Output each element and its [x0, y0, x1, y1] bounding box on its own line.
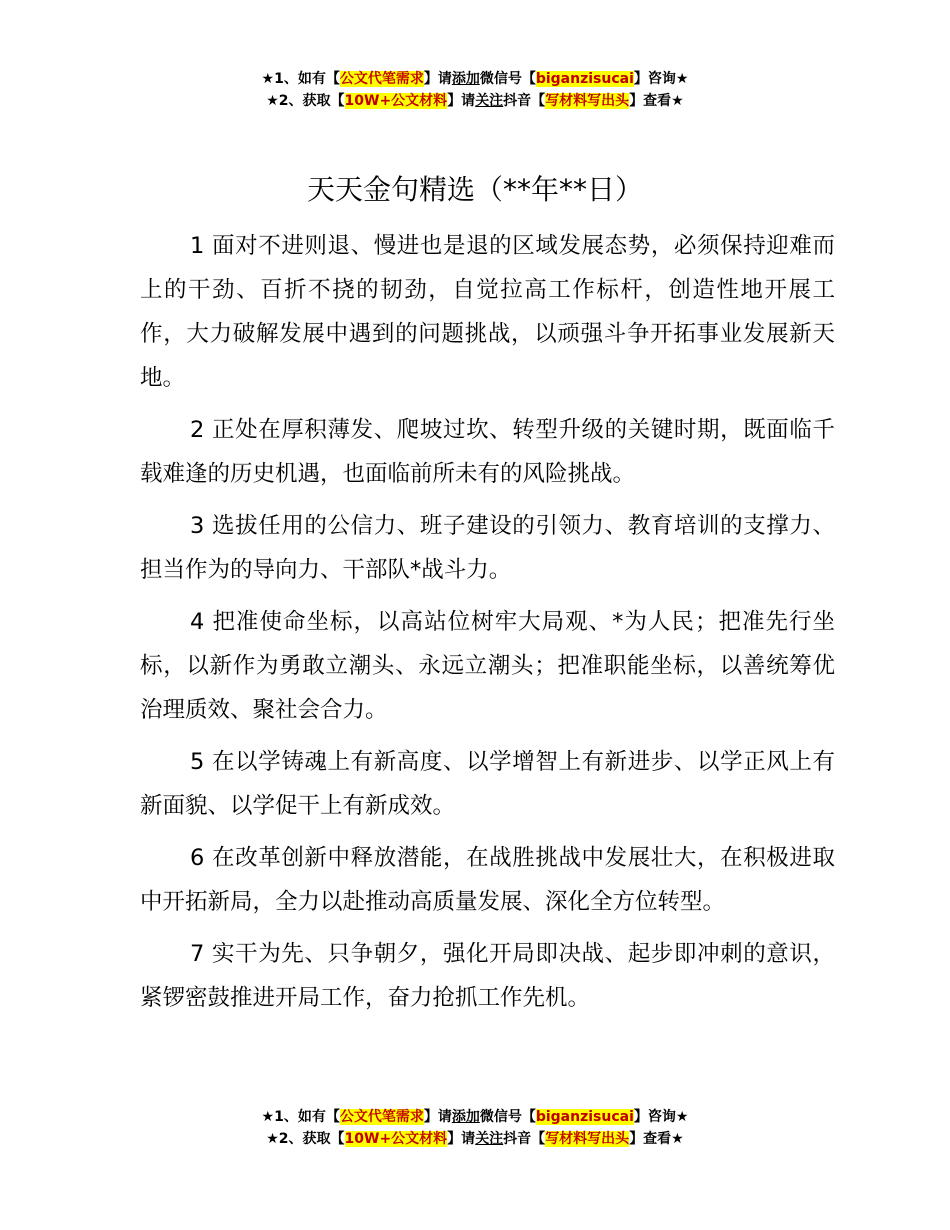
- header-promo-banner: [0, 68, 950, 112]
- page-title: 天天金句精选（**年**日）: [306, 173, 643, 206]
- document-body: [140, 224, 835, 1028]
- promo-highlight-ghostwriting: 公文代笔需求: [339, 1109, 424, 1125]
- promo-line-2-mid: 】请: [447, 93, 476, 109]
- promo-line-2-suffix: 】查看★: [629, 93, 684, 109]
- promo-emph-follow: 关注: [475, 1131, 504, 1147]
- paragraph-4: 4 把准使命坐标，以高站位树牢大局观、*为人民；把准先行坐标，以新作为勇敢立潮头、永远立潮头；把准职能坐标，以善统筹优治理质效、聚社会合力。: [140, 609, 835, 723]
- promo-line-1-prefix: ★1、如有【: [261, 1109, 340, 1125]
- promo-highlight-wechat-id: biganzisucai: [535, 71, 634, 87]
- promo-highlight-materials: 10W+公文材料: [344, 1131, 448, 1147]
- paragraph-2: 2 正处在厚积薄发、爬坡过坎、转型升级的关键时期，既面临千载难逢的历史机遇，也面临前所未有的风险挑战。: [140, 417, 835, 487]
- promo-line-1-mid2: 微信号【: [479, 1109, 536, 1125]
- promo-line-2-prefix: ★2、获取【: [266, 1131, 345, 1147]
- promo-line-1-suffix: 】咨询★: [633, 71, 689, 87]
- promo-line-1: [0, 1106, 950, 1128]
- promo-emph-follow: 关注: [475, 93, 504, 109]
- promo-line-2: [0, 90, 950, 112]
- promo-line-2-mid: 】请: [447, 1131, 476, 1147]
- promo-line-2-mid2: 抖音【: [503, 1131, 546, 1147]
- promo-line-2: [0, 1128, 950, 1150]
- promo-line-1-mid: 】请: [423, 71, 452, 87]
- paragraph-3: 3 选拔任用的公信力、班子建设的引领力、教育培训的支撑力、担当作为的导向力、干部队*战斗力。: [140, 513, 835, 583]
- paragraph-1: 1 面对不进则退、慢进也是退的区域发展态势，必须保持迎难而上的干劲、百折不挠的韧劲，自觉拉高工作标杆，创造性地开展工作，大力破解发展中遇到的问题挑战，以顽强斗争开拓事业发展新天地。: [140, 233, 835, 391]
- promo-line-2-mid2: 抖音【: [503, 93, 546, 109]
- promo-line-1-mid: 】请: [423, 1109, 452, 1125]
- promo-highlight-wechat-id: biganzisucai: [535, 1109, 634, 1125]
- promo-line-2-prefix: ★2、获取【: [266, 93, 345, 109]
- paragraph-5: 5 在以学铸魂上有新高度、以学增智上有新进步、以学正风上有新面貌、以学促干上有新成效。: [140, 749, 835, 819]
- promo-highlight-materials: 10W+公文材料: [344, 93, 448, 109]
- promo-line-1-prefix: ★1、如有【: [261, 71, 340, 87]
- promo-line-1-suffix: 】咨询★: [633, 1109, 689, 1125]
- promo-line-1-mid2: 微信号【: [479, 71, 536, 87]
- paragraph-6: 6 在改革创新中释放潜能，在战胜挑战中发展壮大，在积极进取中开拓新局，全力以赴推动高质量发展、深化全方位转型。: [140, 845, 835, 915]
- promo-emph-add: 添加: [451, 1109, 480, 1125]
- promo-line-2-suffix: 】查看★: [629, 1131, 684, 1147]
- promo-highlight-douyin: 写材料写出头: [545, 1131, 630, 1147]
- promo-highlight-ghostwriting: 公文代笔需求: [339, 71, 424, 87]
- paragraph-7: 7 实干为先、只争朝夕，强化开局即决战、起步即冲刺的意识，紧锣密鼓推进开局工作，奋力抢抓工作先机。: [140, 941, 835, 1011]
- promo-emph-add: 添加: [451, 71, 480, 87]
- promo-highlight-douyin: 写材料写出头: [545, 93, 630, 109]
- promo-line-1: [0, 68, 950, 90]
- footer-promo-banner: [0, 1106, 950, 1150]
